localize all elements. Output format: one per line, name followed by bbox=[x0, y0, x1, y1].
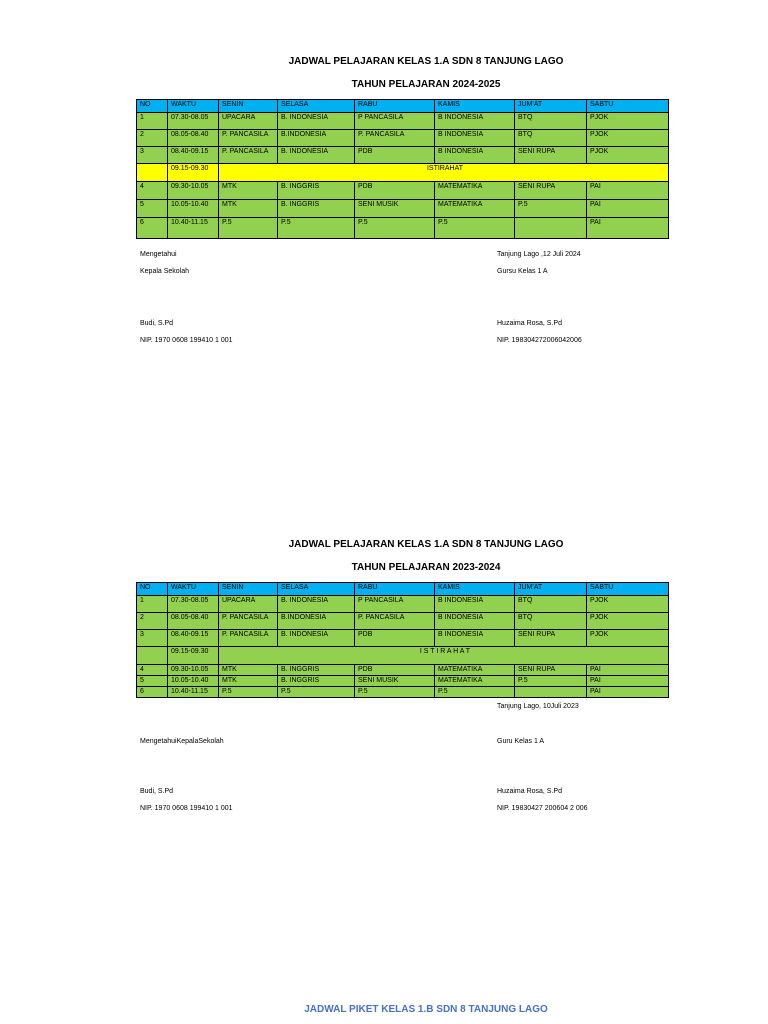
table-cell: PAI bbox=[587, 676, 669, 687]
table-cell: B. INDONESIA bbox=[278, 147, 355, 164]
break-label: ISTIRAHAT bbox=[219, 164, 669, 182]
table-cell: SENI RUPA bbox=[515, 630, 587, 647]
table-cell: PDB bbox=[355, 182, 435, 200]
table-cell: P. PANCASILA bbox=[219, 613, 278, 630]
table-cell: P PANCASILA bbox=[355, 113, 435, 130]
table-cell: B. INGGRIS bbox=[278, 182, 355, 200]
table-cell bbox=[137, 647, 168, 665]
table-header-row bbox=[137, 583, 669, 596]
column-header: SABTU bbox=[587, 100, 669, 113]
table-cell: 4 bbox=[137, 665, 168, 676]
schedule2-principal-name: Budi, S.Pd bbox=[140, 788, 174, 795]
table-cell: 10.05-10.40 bbox=[168, 676, 219, 687]
table-cell: P.5 bbox=[278, 687, 355, 698]
table-cell: P. PANCASILA bbox=[355, 613, 435, 630]
table-row bbox=[137, 630, 669, 647]
table-cell: SENI MUSIK bbox=[355, 200, 435, 218]
schedule2-place-date: Tanjung Lago, 10Juli 2023 bbox=[497, 703, 579, 710]
table-cell: PJOK bbox=[587, 613, 669, 630]
table-cell: P.5 bbox=[515, 676, 587, 687]
table-cell: B. INDONESIA bbox=[278, 113, 355, 130]
table-cell: P.5 bbox=[278, 218, 355, 239]
table-cell: 08.40-09.15 bbox=[168, 630, 219, 647]
schedule2-principal-nip: NIP. 1970 0608 199410 1 001 bbox=[140, 805, 233, 812]
schedule1-principal-title: Kepala Sekolah bbox=[140, 268, 190, 275]
table-cell: MATEMATIKA bbox=[435, 665, 515, 676]
table-cell: P.5 bbox=[219, 687, 278, 698]
table-row bbox=[137, 200, 669, 218]
table-cell: B INDONESIA bbox=[435, 113, 515, 130]
table-cell: PJOK bbox=[587, 630, 669, 647]
table-cell: 2 bbox=[137, 130, 168, 147]
table-cell: MTK bbox=[219, 200, 278, 218]
table-cell: SENI RUPA bbox=[515, 147, 587, 164]
table-row bbox=[137, 182, 669, 200]
schedule1-teacher-nip: NIP. 198304272006042006 bbox=[497, 337, 582, 344]
table-cell: P.5 bbox=[355, 687, 435, 698]
table-row bbox=[137, 113, 669, 130]
column-header: WAKTU bbox=[168, 100, 219, 113]
table-cell: P. PANCASILA bbox=[355, 130, 435, 147]
column-header: SENIN bbox=[219, 583, 278, 596]
table-row bbox=[137, 147, 669, 164]
table-cell: SENI MUSIK bbox=[355, 676, 435, 687]
table-cell: 08.40-09.15 bbox=[168, 147, 219, 164]
table-row bbox=[137, 130, 669, 147]
schedule1-acknowledge: Mengetahui bbox=[140, 251, 177, 258]
table-cell: BTQ bbox=[515, 613, 587, 630]
table-cell: P. PANCASILA bbox=[219, 130, 278, 147]
piket-title: JADWAL PIKET KELAS 1.B SDN 8 TANJUNG LAGO bbox=[304, 1004, 548, 1015]
table-cell: P. PANCASILA bbox=[219, 147, 278, 164]
schedule2-subtitle: TAHUN PELAJARAN 2023-2024 bbox=[351, 562, 501, 573]
column-header: JUM'AT bbox=[515, 100, 587, 113]
break-row bbox=[137, 164, 669, 182]
table-cell: 08.05-08.40 bbox=[168, 613, 219, 630]
table-cell: B INDONESIA bbox=[435, 613, 515, 630]
column-header: RABU bbox=[355, 583, 435, 596]
table-cell: 5 bbox=[137, 676, 168, 687]
table-cell: UPACARA bbox=[219, 113, 278, 130]
table-cell: B INDONESIA bbox=[435, 630, 515, 647]
table-cell: 10.05-10.40 bbox=[168, 200, 219, 218]
table-cell: 1 bbox=[137, 113, 168, 130]
table-cell: PAI bbox=[587, 665, 669, 676]
table-cell: SENI RUPA bbox=[515, 182, 587, 200]
schedule1-title: JADWAL PELAJARAN KELAS 1.A SDN 8 TANJUNG LAGO bbox=[288, 56, 564, 67]
table-cell: PDB bbox=[355, 665, 435, 676]
table-cell: PAI bbox=[587, 182, 669, 200]
table-cell: PJOK bbox=[587, 147, 669, 164]
table-cell: B. INGGRIS bbox=[278, 665, 355, 676]
table-cell: P.5 bbox=[355, 218, 435, 239]
column-header: NO bbox=[137, 583, 168, 596]
column-header: JUM'AT bbox=[515, 583, 587, 596]
table-cell: MATEMATIKA bbox=[435, 676, 515, 687]
table-row bbox=[137, 613, 669, 630]
table-cell: BTQ bbox=[515, 596, 587, 613]
column-header: RABU bbox=[355, 100, 435, 113]
schedule2-teacher-name: Huzaima Rosa, S.Pd bbox=[497, 788, 562, 795]
table-cell: 6 bbox=[137, 687, 168, 698]
table-row bbox=[137, 665, 669, 676]
table-row bbox=[137, 687, 669, 698]
column-header: SELASA bbox=[278, 583, 355, 596]
column-header: NO bbox=[137, 100, 168, 113]
table-cell: 07.30-08.05 bbox=[168, 596, 219, 613]
table-cell bbox=[515, 687, 587, 698]
table-cell: PDB bbox=[355, 147, 435, 164]
table-cell: P. PANCASILA bbox=[219, 630, 278, 647]
table-cell: B INDONESIA bbox=[435, 130, 515, 147]
schedule2-acknowledge: MengetahuiKepalaSekolah bbox=[140, 738, 224, 745]
table-cell: B.INDONESIA bbox=[278, 613, 355, 630]
table-cell: B. INDONESIA bbox=[278, 630, 355, 647]
table-cell: SENI RUPA bbox=[515, 665, 587, 676]
table-cell: B INDONESIA bbox=[435, 147, 515, 164]
table-cell: P.5 bbox=[219, 218, 278, 239]
table-cell: MTK bbox=[219, 182, 278, 200]
table-cell: UPACARA bbox=[219, 596, 278, 613]
break-time: 09.15-09.30 bbox=[168, 164, 219, 182]
column-header: SELASA bbox=[278, 100, 355, 113]
schedule1-teacher-title: Gursu Kelas 1 A bbox=[497, 268, 548, 275]
table-cell: P PANCASILA bbox=[355, 596, 435, 613]
table-row bbox=[137, 218, 669, 239]
table-cell: P.5 bbox=[435, 218, 515, 239]
table-header-row bbox=[137, 100, 669, 113]
table-cell bbox=[137, 164, 168, 182]
table-cell: 07.30-08.05 bbox=[168, 113, 219, 130]
table-cell: PJOK bbox=[587, 130, 669, 147]
table-cell: MTK bbox=[219, 676, 278, 687]
column-header: SENIN bbox=[219, 100, 278, 113]
table-cell: BTQ bbox=[515, 130, 587, 147]
schedule1-principal-name: Budi, S.Pd bbox=[140, 320, 174, 327]
table-cell: P.5 bbox=[515, 200, 587, 218]
table-cell: PAI bbox=[587, 687, 669, 698]
schedule1-teacher-name: Huzaima Rosa, S.Pd bbox=[497, 320, 562, 327]
schedule1-table bbox=[136, 99, 669, 239]
table-cell: P.5 bbox=[435, 687, 515, 698]
table-cell: MTK bbox=[219, 665, 278, 676]
column-header: KAMIS bbox=[435, 583, 515, 596]
schedule1-principal-nip: NIP. 1970 0608 199410 1 001 bbox=[140, 337, 233, 344]
table-cell: 10.40-11.15 bbox=[168, 687, 219, 698]
break-row bbox=[137, 647, 669, 665]
table-cell: 10.40-11.15 bbox=[168, 218, 219, 239]
schedule2-table bbox=[136, 582, 669, 698]
schedule2-teacher-title: Guru Kelas 1 A bbox=[497, 738, 545, 745]
column-header: KAMIS bbox=[435, 100, 515, 113]
break-time: 09.15-09.30 bbox=[168, 647, 219, 665]
table-cell: PAI bbox=[587, 200, 669, 218]
table-cell: B INDONESIA bbox=[435, 596, 515, 613]
table-cell: 6 bbox=[137, 218, 168, 239]
table-cell: B.INDONESIA bbox=[278, 130, 355, 147]
table-cell: 08.05-08.40 bbox=[168, 130, 219, 147]
table-cell bbox=[515, 218, 587, 239]
table-cell: PAI bbox=[587, 218, 669, 239]
table-cell: 3 bbox=[137, 630, 168, 647]
table-cell: PJOK bbox=[587, 596, 669, 613]
schedule1-place-date: Tanjung Lago ,12 Juli 2024 bbox=[497, 251, 581, 258]
schedule2-teacher-nip: NIP. 19830427 200604 2 006 bbox=[497, 805, 588, 812]
break-label: I S T I R A H A T bbox=[219, 647, 669, 665]
schedule1-subtitle: TAHUN PELAJARAN 2024-2025 bbox=[351, 79, 501, 90]
table-cell: 5 bbox=[137, 200, 168, 218]
table-cell: 3 bbox=[137, 147, 168, 164]
table-cell: B. INGGRIS bbox=[278, 676, 355, 687]
table-row bbox=[137, 676, 669, 687]
table-cell: 1 bbox=[137, 596, 168, 613]
table-row bbox=[137, 596, 669, 613]
table-cell: B. INGGRIS bbox=[278, 200, 355, 218]
table-cell: 4 bbox=[137, 182, 168, 200]
column-header: SABTU bbox=[587, 583, 669, 596]
table-cell: BTQ bbox=[515, 113, 587, 130]
table-cell: B. INDONESIA bbox=[278, 596, 355, 613]
schedule2-title: JADWAL PELAJARAN KELAS 1.A SDN 8 TANJUNG LAGO bbox=[288, 539, 564, 550]
table-cell: PJOK bbox=[587, 113, 669, 130]
table-cell: MATEMATIKA bbox=[435, 182, 515, 200]
table-cell: 09.30-10.05 bbox=[168, 665, 219, 676]
table-cell: 2 bbox=[137, 613, 168, 630]
column-header: WAKTU bbox=[168, 583, 219, 596]
table-cell: 09.30-10.05 bbox=[168, 182, 219, 200]
table-cell: PDB bbox=[355, 630, 435, 647]
table-cell: MATEMATIKA bbox=[435, 200, 515, 218]
